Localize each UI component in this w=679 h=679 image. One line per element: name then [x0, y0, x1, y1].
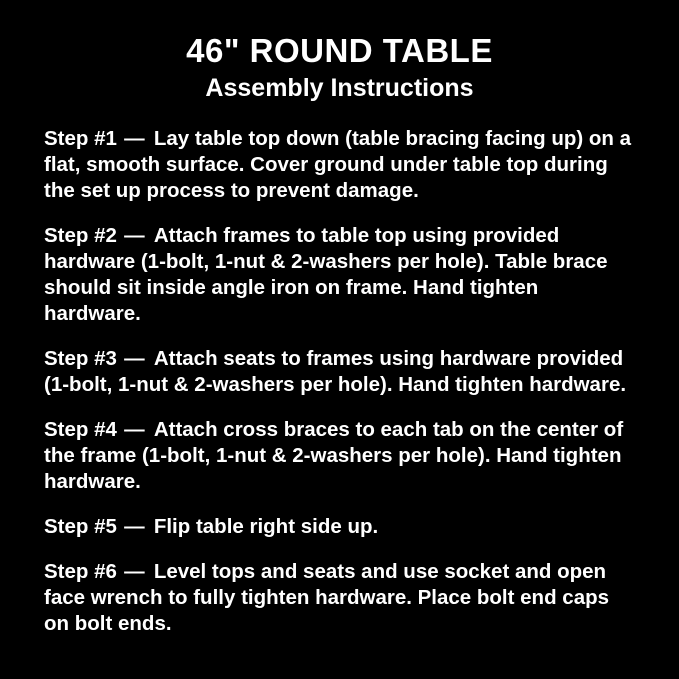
header: [44, 30, 635, 104]
step-label: Step #6: [44, 560, 117, 583]
step-label: Step #5: [44, 515, 117, 538]
step-text: Level tops and seats and use socket and open face wrench to fully tighten hardware. Place bolt end caps on bolt ends.: [44, 560, 610, 635]
step-text: Lay table top down (table bracing facing up) on a flat, smooth surface. Cover ground under table top during the set up process to prevent damage.: [44, 127, 632, 202]
steps-list: [44, 126, 635, 637]
step-label: Step #1: [44, 127, 117, 150]
page-subtitle: Assembly Instructions: [205, 74, 474, 102]
step-paragraph-5: [44, 514, 635, 540]
step-text: Flip table right side up.: [153, 515, 379, 538]
step-paragraph-2: [44, 223, 635, 327]
step-dash: —: [124, 515, 145, 538]
step-dash: —: [124, 560, 145, 583]
step-label: Step #3: [44, 347, 117, 370]
step-dash: —: [124, 127, 145, 150]
step-text: Attach cross braces to each tab on the center of the frame (1-bolt, 1-nut & 2-washers per hole). Hand tighten hardware.: [44, 418, 624, 493]
step-text: Attach frames to table top using provided hardware (1-bolt, 1-nut & 2-washers per hole). Table brace should sit inside angle iron on frame. Hand tighten hardware.: [44, 224, 608, 325]
step-label: Step #4: [44, 418, 117, 441]
step-dash: —: [124, 418, 145, 441]
step-paragraph-3: [44, 346, 635, 398]
step-dash: —: [124, 347, 145, 370]
step-paragraph-6: [44, 559, 635, 637]
step-text: Attach seats to frames using hardware provided (1-bolt, 1-nut & 2-washers per hole). Hand tighten hardware.: [44, 347, 627, 396]
step-label: Step #2: [44, 224, 117, 247]
page-title: 46" ROUND TABLE: [186, 32, 493, 69]
step-paragraph-4: [44, 417, 635, 495]
step-paragraph-1: [44, 126, 635, 204]
step-dash: —: [124, 224, 145, 247]
